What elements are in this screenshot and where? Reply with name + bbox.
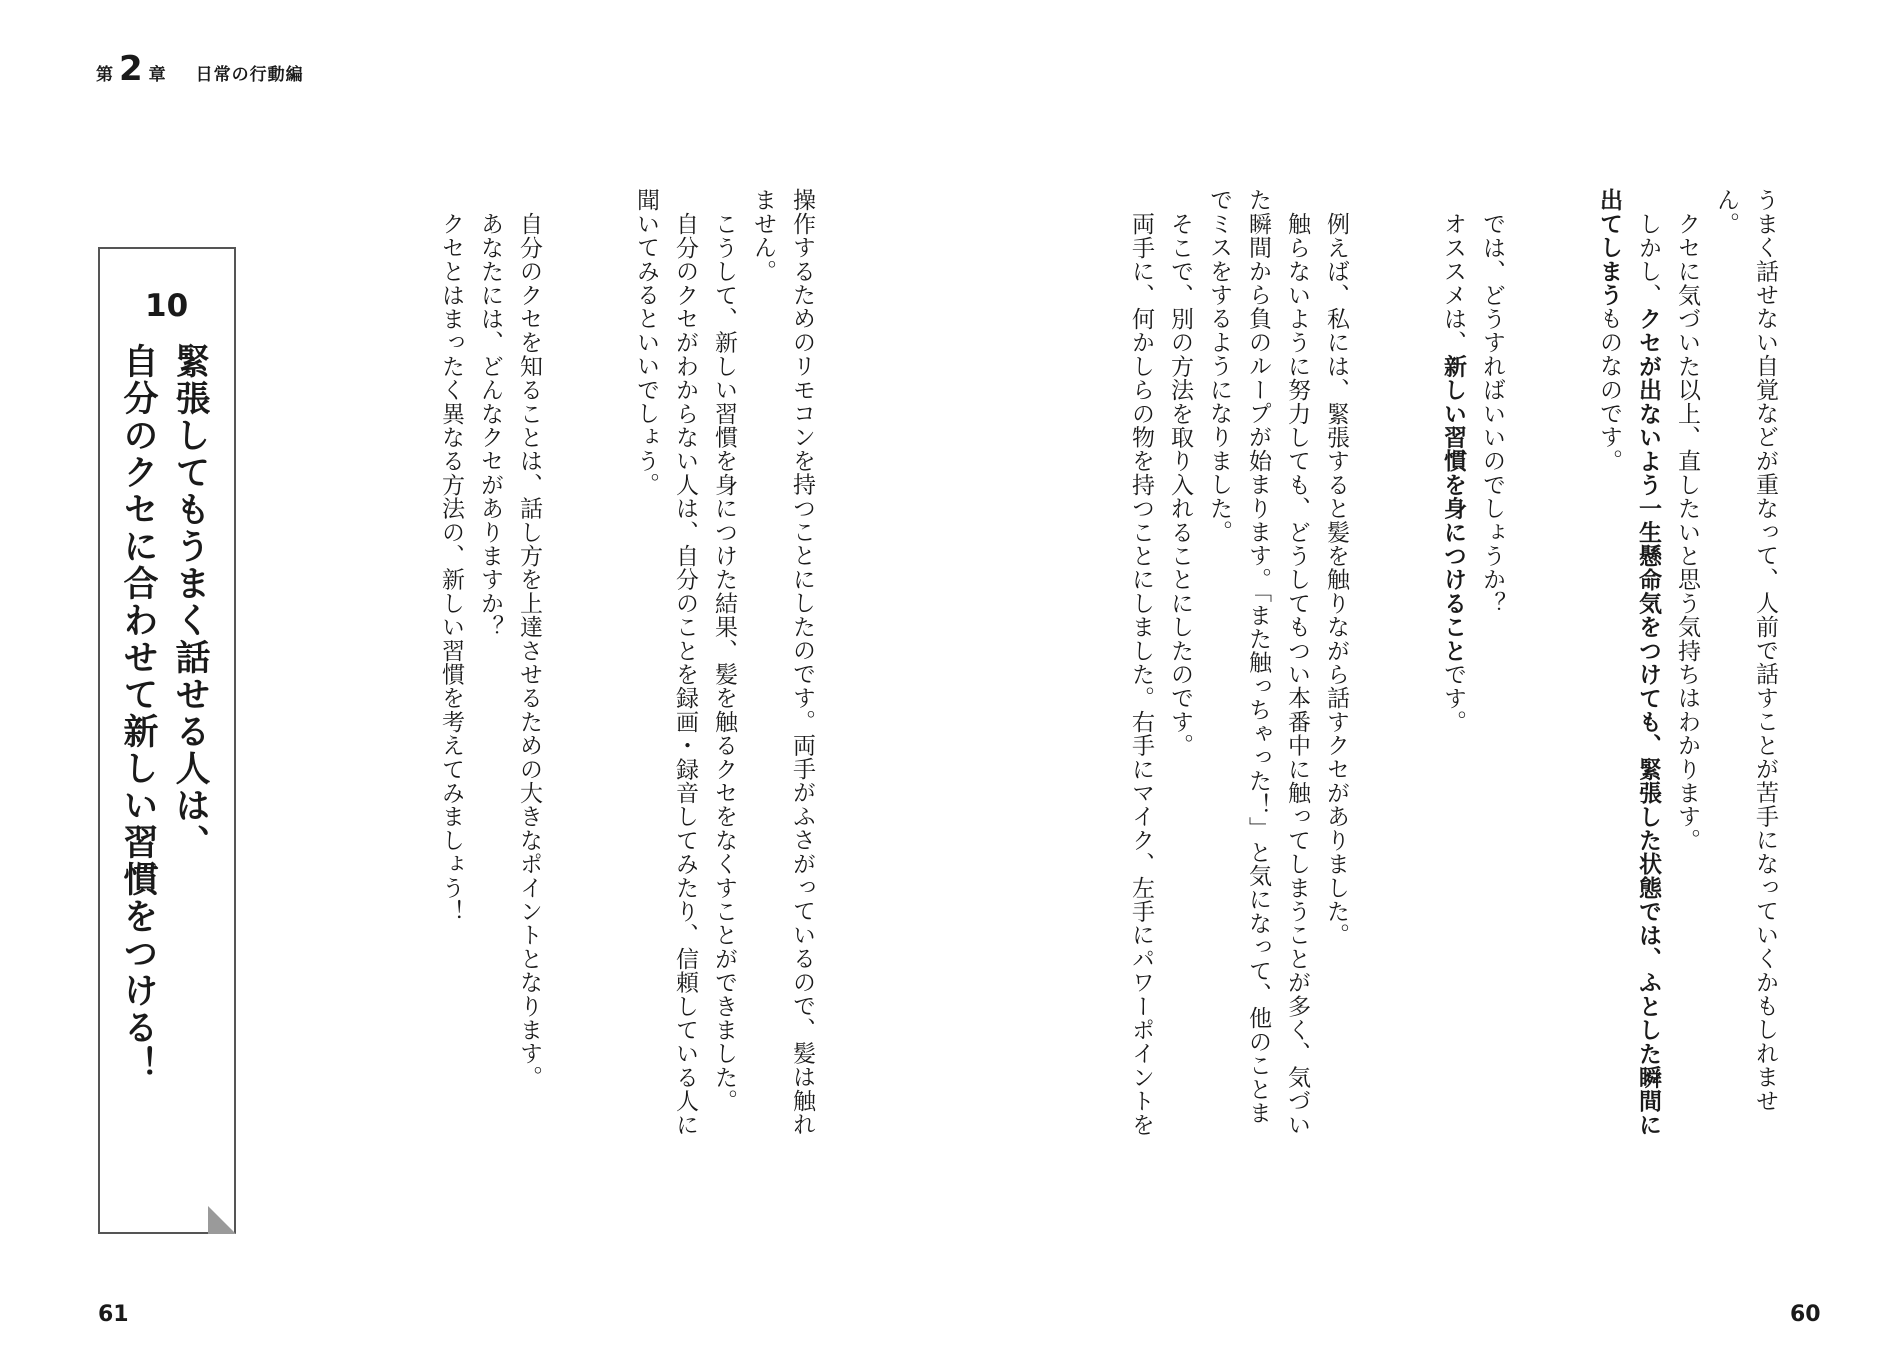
section-title-line-1: 緊張してもうまく話せる人は、	[170, 343, 210, 861]
body-text-line: ん。	[1713, 188, 1739, 236]
emphasis-text: 新しい習慣を身につけること	[1440, 354, 1466, 663]
body-text-line: クセとはまったく異なる方法の、新しい習慣を考えてみましょう！	[438, 212, 464, 923]
body-text-line: あなたには、どんなクセがありますか？	[477, 212, 503, 639]
body-text-line: 聞いてみるといいでしょう。	[633, 188, 659, 497]
page-number-right: 60	[1790, 1302, 1821, 1327]
body-text-line: では、どうすればいいのでしょうか？	[1479, 212, 1505, 615]
chapter-title: 日常の行動編	[195, 65, 304, 85]
body-text-line: でミスをするようになりました。	[1206, 188, 1232, 544]
body-text-line	[1628, 212, 1667, 1136]
chapter-prefix: 第	[96, 65, 113, 85]
body-text-line: 触らないように努力しても、どうしてもつい本番中に触ってしまうことが多く、気づい	[1284, 212, 1310, 1137]
body-text-line: クセに気づいた以上、直したいと思う気持ちはわかります。	[1674, 212, 1700, 852]
emphasis-text: 出てしまう	[1596, 188, 1622, 307]
chapter-number: 2	[119, 49, 143, 89]
page-fold-corner	[208, 1206, 236, 1234]
body-text-line	[1433, 212, 1472, 733]
body-text-segment: オススメは、	[1440, 212, 1466, 355]
body-text-line: た瞬間から負のループが始まります。「また触っちゃった！」と気になって、他のことま	[1245, 188, 1271, 1125]
body-text-line: こうして、新しい習慣を身につけた結果、髪を触るクセをなくすことができました。	[711, 212, 737, 1113]
body-text-line: 例えば、私には、緊張すると髪を触りながら話すクセがありました。	[1323, 212, 1349, 947]
section-title-line-2: 自分のクセに合わせて新しい習慣をつける！	[118, 343, 158, 1083]
body-text-line: 自分のクセがわからない人は、自分のことを録画・録音してみたり、信頼している人に	[672, 212, 698, 1137]
chapter-header	[96, 49, 304, 89]
body-text-line: ません。	[750, 188, 776, 283]
body-text-segment: ものなのです。	[1596, 306, 1622, 473]
body-text-line: そこで、別の方法を取り入れることにしたのです。	[1167, 212, 1193, 758]
body-text-line: 両手に、何かしらの物を持つことにしました。右手にマイク、左手にパワーポイントを	[1128, 212, 1154, 1137]
body-text-segment: しかし、	[1635, 212, 1661, 307]
emphasis-text: クセが出ないよう一生懸命気をつけても、緊張した状態では、ふとした瞬間に	[1635, 306, 1661, 1137]
chapter-suffix: 章	[148, 65, 166, 85]
body-text-segment: です。	[1440, 662, 1466, 734]
body-text-line	[1589, 188, 1628, 472]
body-text-line: うまく話せない自覚などが重なって、人前で話すことが苦手になっていくかもしれませ	[1752, 188, 1778, 1113]
page-number-left: 61	[98, 1302, 129, 1327]
section-number: 10	[145, 288, 189, 324]
body-text-line: 自分のクセを知ることは、話し方を上達させるための大きなポイントとなります。	[516, 212, 542, 1089]
body-text-line: 操作するためのリモコンを持つことにしたのです。両手がふさがっているので、髪は触れ	[789, 188, 815, 1136]
